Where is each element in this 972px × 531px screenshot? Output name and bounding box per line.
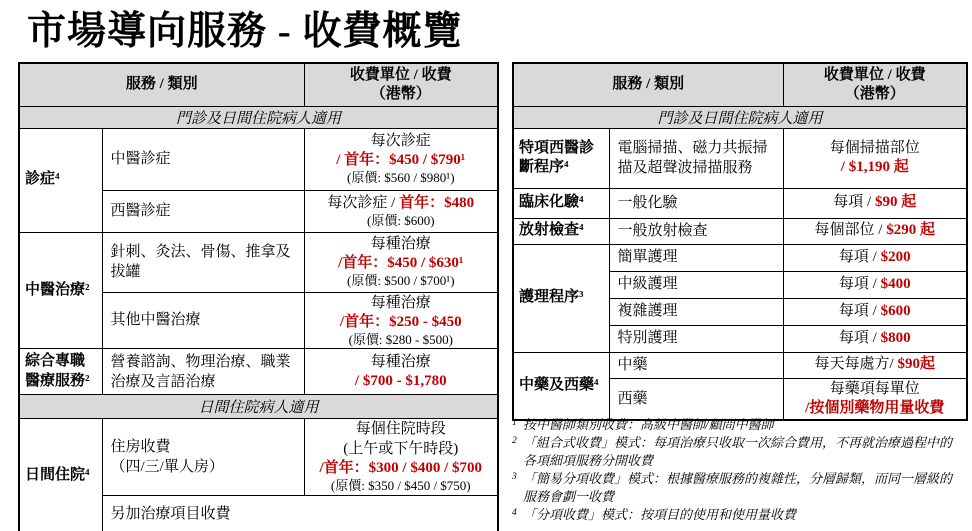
fee-unit: 每次診症 / xyxy=(327,194,400,211)
fee-acupuncture xyxy=(304,232,498,292)
fee-unit: 每項 / xyxy=(838,248,881,265)
category-nursing-procedures: 護理程序³ xyxy=(513,244,609,352)
right-fee-table xyxy=(512,62,968,421)
fee-line-promo: / $700 - $1,780 xyxy=(354,372,447,389)
fee-promo: 首年：$480 xyxy=(399,194,475,211)
fee-unit: 每項 / xyxy=(838,302,881,319)
fee-allied-health xyxy=(304,349,498,395)
footnote-text: 「組合式收費」模式：每項治療只收取一次綜合費用，不再就治療過程中的各項細項服務分開收費 xyxy=(523,435,953,468)
category-lab-test: 臨床化驗⁴ xyxy=(513,188,609,218)
fee-line-original: (原價: $280 - $500) xyxy=(348,331,453,347)
fee-promo: $200 xyxy=(880,248,911,265)
fee-line-promo: /按個別藥物用量收費 xyxy=(805,399,945,416)
service-simple-nursing: 簡單護理 xyxy=(609,244,783,271)
fee-wm-consultation xyxy=(304,190,498,232)
category-medicines: 中藥及西藥⁴ xyxy=(513,352,609,420)
service-special-nursing: 特別護理 xyxy=(609,325,783,352)
category-wm-diagnostic: 特項西醫診斷程序⁴ xyxy=(513,128,609,188)
page-title: 市場導向服務 - 收費概覽 xyxy=(27,10,463,53)
fee-general-radiology xyxy=(783,218,967,244)
category-allied-health: 綜合專職醫療服務² xyxy=(19,349,102,395)
right-header-fee-line1: 收費單位 / 收費 xyxy=(823,67,926,83)
fee-simple-nursing xyxy=(783,244,967,271)
left-header-fee xyxy=(304,63,498,106)
service-general-lab: 一般化驗 xyxy=(609,188,783,218)
fee-cm-consultation xyxy=(304,128,498,190)
fee-other-cm xyxy=(304,292,498,349)
fee-unit: 每項 / xyxy=(838,329,881,346)
fee-promo: $90 起 xyxy=(874,194,917,211)
footnote-marker: 1 xyxy=(512,418,517,428)
fee-scans xyxy=(783,128,967,188)
footnote-text: 「簡易分項收費」模式：根據醫療服務的複雜性，分層歸類，而同一層級的服務會劃一收費 xyxy=(523,471,953,504)
left-header-fee-line2: （港幣） xyxy=(370,85,431,102)
service-allied-health: 營養諮詢、物理治療、職業治療及言語治療 xyxy=(102,349,304,395)
fee-western-medicine xyxy=(783,378,967,420)
footnote-marker: 2 xyxy=(512,436,517,447)
fee-line: (上午或下午時段) xyxy=(343,440,459,457)
footnote-4 xyxy=(512,506,964,523)
fee-line-promo: / $1,190 起 xyxy=(840,159,909,175)
fee-special-nursing xyxy=(783,325,967,352)
service-cm-consultation: 中醫診症 xyxy=(102,128,304,190)
fee-promo: $800 xyxy=(880,329,911,346)
fee-line-original: (原價: $350 / $450 / $750) xyxy=(330,478,471,494)
fee-unit: 每天每處方/ xyxy=(814,356,898,373)
fee-line: 每次診症 xyxy=(370,133,431,150)
service-wm-consultation: 西醫診症 xyxy=(102,190,304,232)
footnote-marker: 3 xyxy=(512,472,517,483)
fee-complex-nursing xyxy=(783,298,967,325)
right-header-fee-line2: （港幣） xyxy=(844,85,905,102)
fee-room-charge xyxy=(304,419,498,495)
right-header-service: 服務 / 類別 xyxy=(513,63,783,106)
service-acupuncture: 針刺、灸法、骨傷、推拿及拔罐 xyxy=(102,232,304,292)
footnote-1 xyxy=(512,416,964,433)
fee-general-lab xyxy=(783,188,967,218)
footnote-text: 按中醫師類別收費：高級中醫師/顧問中醫師 xyxy=(523,417,774,432)
fee-line-promo: /首年：$250 - $450 xyxy=(339,313,462,330)
category-consultation: 診症⁴ xyxy=(19,128,102,232)
left-fee-table xyxy=(18,62,499,531)
service-chinese-medicine: 中藥 xyxy=(609,352,783,378)
fee-line-promo: /首年：$450 / $630¹ xyxy=(338,255,464,272)
fee-line: 每種治療 xyxy=(370,353,431,370)
service-complex-nursing: 複雜護理 xyxy=(609,298,783,325)
fee-line-original: (原價: $600) xyxy=(367,212,435,228)
left-band-daypatient: 日間住院病人適用 xyxy=(19,395,498,419)
left-header-fee-line1: 收費單位 / 收費 xyxy=(349,67,452,83)
left-header-service: 服務 / 類別 xyxy=(19,63,304,106)
service-additional-treatment: 另加治療項目收費 xyxy=(102,495,498,531)
fee-promo: $90起 xyxy=(897,356,935,373)
category-cm-treatment: 中醫治療² xyxy=(19,232,102,349)
service-intermediate-nursing: 中級護理 xyxy=(609,271,783,298)
service-other-cm: 其他中醫治療 xyxy=(102,292,304,349)
fee-line: 每個住院時段 xyxy=(355,421,446,438)
fee-line-original: (原價: $560 / $980¹) xyxy=(347,170,455,186)
footnote-marker: 4 xyxy=(512,508,517,519)
category-day-admission: 日間住院⁴ xyxy=(19,419,102,531)
fee-line xyxy=(308,194,495,213)
fee-line: 每種治療 xyxy=(370,236,431,253)
service-scans: 電腦掃描、磁力共振掃描及超聲波掃描服務 xyxy=(609,128,783,188)
category-radiology: 放射檢查⁴ xyxy=(513,218,609,244)
fee-line: 每個掃描部位 xyxy=(829,139,920,156)
fee-line: 每種治療 xyxy=(370,294,431,311)
footnote-2 xyxy=(512,434,964,469)
right-band-outpatient: 門診及日間住院病人適用 xyxy=(513,106,967,128)
service-line: （四/三/單人房） xyxy=(110,459,224,476)
fee-promo: $290 起 xyxy=(886,222,935,239)
footnotes xyxy=(512,416,964,524)
fee-chinese-medicine xyxy=(783,352,967,378)
fee-line-original: (原價: $500 / $700¹) xyxy=(347,273,455,289)
footnote-3 xyxy=(512,470,964,505)
fee-line-promo: /首年：$300 / $400 / $700 xyxy=(319,459,483,476)
right-header-fee xyxy=(783,63,967,106)
service-room-charge xyxy=(102,419,304,495)
fee-promo: $600 xyxy=(880,302,911,319)
fee-line: 每藥項每單位 xyxy=(829,380,920,397)
service-western-medicine: 西藥 xyxy=(609,378,783,420)
fee-promo: $400 xyxy=(880,275,911,292)
left-band-outpatient: 門診及日間住院病人適用 xyxy=(19,106,498,128)
fee-intermediate-nursing xyxy=(783,271,967,298)
fee-line-promo: / 首年：$450 / $790¹ xyxy=(336,152,466,169)
service-general-radiology: 一般放射檢查 xyxy=(609,218,783,244)
service-line: 住房收費 xyxy=(110,438,171,455)
fee-unit: 每項 / xyxy=(838,275,881,292)
fee-unit: 每項 / xyxy=(833,194,875,211)
footnote-text: 「分項收費」模式：按項目的使用和使用量收費 xyxy=(523,507,797,523)
fee-unit: 每個部位 / xyxy=(814,222,887,239)
